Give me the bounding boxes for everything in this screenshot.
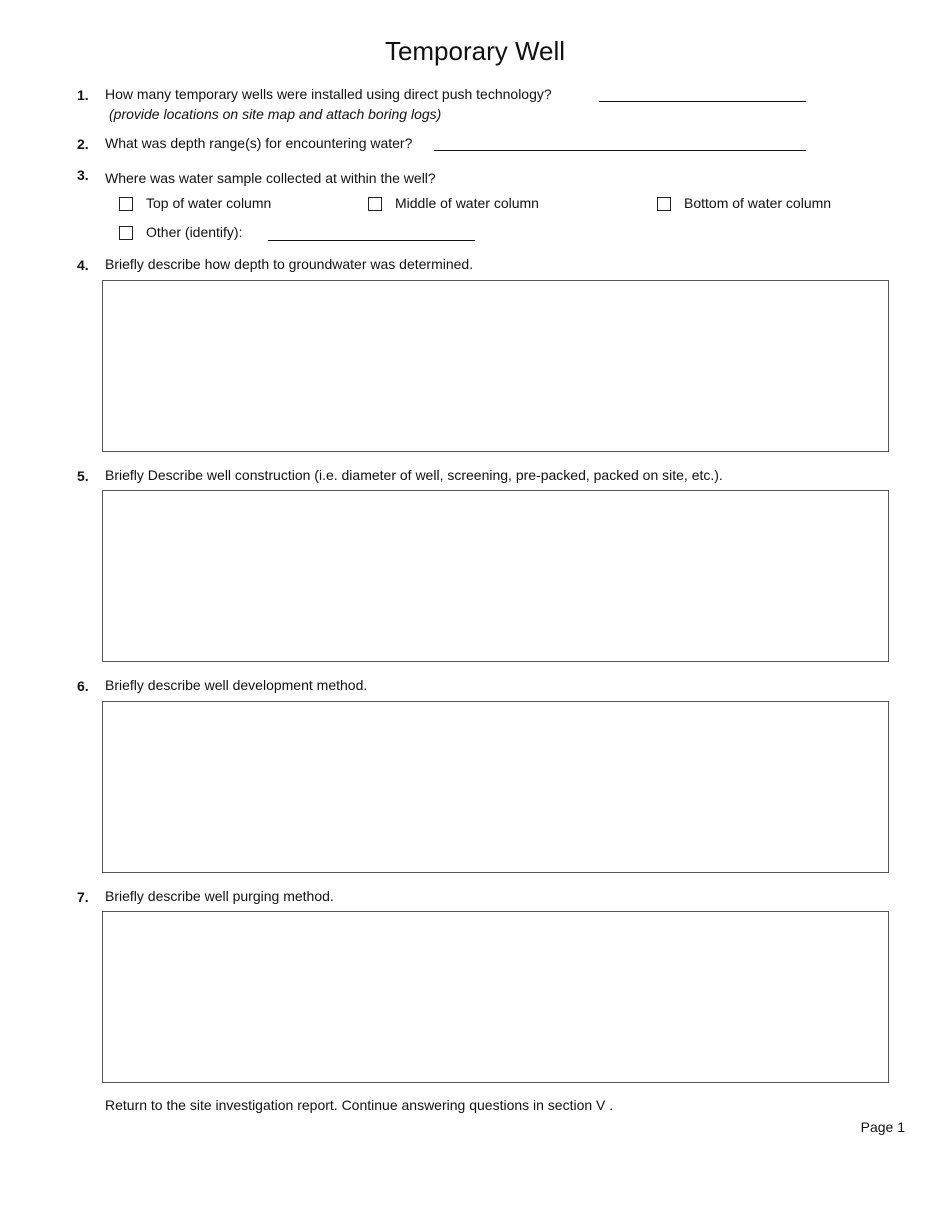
question-7-answer-box[interactable] bbox=[102, 911, 889, 1083]
middle-of-water-column-checkbox[interactable] bbox=[368, 197, 382, 211]
question-7-text: Briefly describe well purging method. bbox=[105, 888, 334, 904]
question-1-number: 1. bbox=[77, 87, 89, 103]
top-of-water-column-label: Top of water column bbox=[146, 195, 272, 211]
question-5-number: 5. bbox=[77, 468, 89, 484]
question-6-text: Briefly describe well development method. bbox=[105, 677, 368, 693]
question-3-number: 3. bbox=[77, 167, 89, 183]
page-title: Temporary Well bbox=[384, 36, 566, 66]
question-3-text: Where was water sample collected at within the well? bbox=[105, 170, 436, 186]
other-checkbox[interactable] bbox=[119, 226, 133, 240]
question-1-note: (provide locations on site map and attach boring logs) bbox=[109, 106, 442, 122]
question-4-answer-box[interactable] bbox=[102, 280, 889, 452]
bottom-of-water-column-label: Bottom of water column bbox=[684, 195, 832, 211]
top-of-water-column-checkbox[interactable] bbox=[119, 197, 133, 211]
question-2-number: 2. bbox=[77, 136, 89, 152]
question-6-number: 6. bbox=[77, 678, 89, 694]
other-identify-line[interactable] bbox=[268, 240, 475, 241]
question-1-answer-line[interactable] bbox=[599, 101, 806, 102]
question-5-textarea[interactable] bbox=[103, 491, 888, 661]
footer-instructions: Return to the site investigation report. Continue answering questions in section V . bbox=[105, 1097, 614, 1113]
question-1-text: How many temporary wells were installed using direct push technology? bbox=[105, 86, 552, 102]
other-label: Other (identify): bbox=[146, 224, 243, 240]
question-4-text: Briefly describe how depth to groundwater was determined. bbox=[105, 256, 474, 272]
question-6-textarea[interactable] bbox=[103, 702, 888, 872]
page-number: Page 1 bbox=[860, 1119, 905, 1135]
question-5-text: Briefly Describe well construction (i.e. diameter of well, screening, pre-packed, packed on site, etc.). bbox=[105, 467, 723, 483]
question-4-textarea[interactable] bbox=[103, 281, 888, 451]
question-4-number: 4. bbox=[77, 257, 89, 273]
question-6-answer-box[interactable] bbox=[102, 701, 889, 873]
question-7-textarea[interactable] bbox=[103, 912, 888, 1082]
question-2-text: What was depth range(s) for encountering water? bbox=[105, 135, 413, 151]
middle-of-water-column-label: Middle of water column bbox=[395, 195, 539, 211]
question-5-answer-box[interactable] bbox=[102, 490, 889, 662]
bottom-of-water-column-checkbox[interactable] bbox=[657, 197, 671, 211]
question-7-number: 7. bbox=[77, 889, 89, 905]
question-2-answer-line[interactable] bbox=[434, 150, 806, 151]
